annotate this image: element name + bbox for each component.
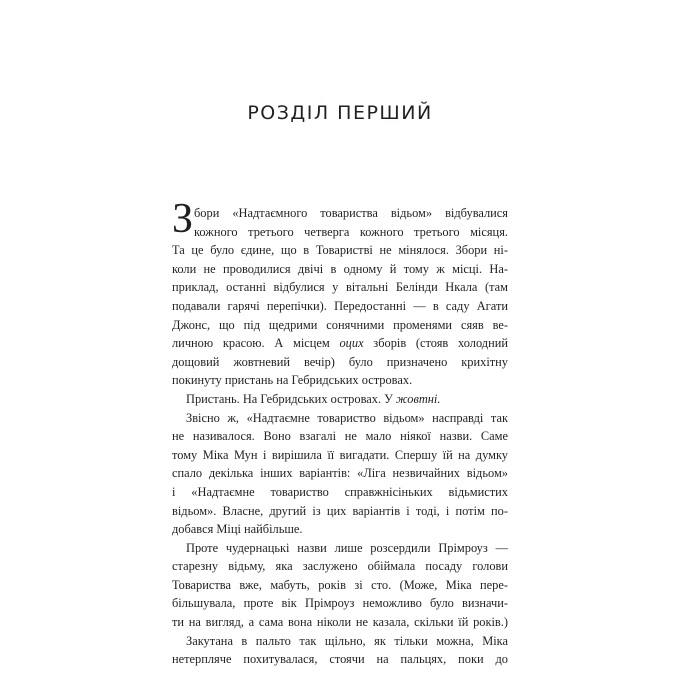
- chapter-title: РОЗДІЛ ПЕРШИЙ: [247, 102, 433, 124]
- text-line: дощовий жовтневий вечір) було призначено крихітну: [172, 354, 508, 369]
- text-line: старезну відьму, яка заслужено обіймала посаду голови: [172, 559, 508, 574]
- text-line: кожного третього четверга кожного третього місяця.: [194, 224, 508, 239]
- text-line: Звісно ж, «Надтаємне товариство відьом» насправді так: [186, 410, 508, 425]
- emphasis-text: оцих: [339, 336, 364, 351]
- text-line: [172, 390, 508, 409]
- text-line: Джонс, що під щедрими сонячними променями сяяв ве-: [172, 317, 508, 332]
- text-line: покинуту пристань на Гебридських островах.: [172, 373, 413, 388]
- text-line: бори «Надтаємного товариства відьом» відбувалися: [194, 206, 508, 220]
- body-text: [172, 196, 508, 669]
- emphasis-text: жовтні.: [396, 391, 441, 406]
- text-line: Закутана в пальто так щільно, як тільки можна, Міка: [186, 633, 508, 648]
- text-line: добався Міці найбільше.: [172, 522, 303, 537]
- text-line: [172, 334, 508, 353]
- text-line: відьом». Власне, другий із цих варіантів і тоді, і потім по-: [172, 503, 508, 518]
- text-span: зборів (стояв холодний: [363, 336, 508, 351]
- text-line: більшувала, проте вік Прімроуз неможливо було визначи-: [172, 596, 508, 611]
- text-line: приклад, останні відбулися у вітальні Белінди Нкала (там: [172, 280, 508, 295]
- text-line: спало декілька інших варіантів: «Ліга незвичайних відьом»: [172, 466, 508, 481]
- text-line: Та це було єдине, що в Товаристві не мінялося. Збори ні-: [172, 243, 508, 258]
- text-line: Товариства вже, мабуть, років зі сто. (Може, Міка пере-: [172, 577, 508, 592]
- text-line: Проте чудернацькі назви лише розсердили Прімроуз —: [186, 540, 508, 555]
- text-line: тому Міка Мун і вирішила її вигадати. Спершу їй на думку: [172, 447, 508, 462]
- text-line: і «Надтаємне товариство справжнісіньких відьмистих: [172, 484, 508, 499]
- text-span: Пристань. На Гебридських островах. У: [186, 391, 397, 406]
- drop-cap: З: [172, 196, 194, 242]
- text-line: подавали гарячі перепічки). Передостанні — в саду Агати: [172, 298, 508, 313]
- text-line: ти на вигляд, а сама вона ніколи не казала, скільки їй років.): [172, 615, 508, 630]
- text-line: коли не проводилися двічі в одному й тому ж місці. На-: [172, 261, 508, 276]
- text-span: личною красою. А місцем: [172, 336, 340, 351]
- text-line: не називалося. Воно взагалі не мало ніякої назви. Саме: [172, 429, 508, 444]
- text-line: нетерпляче похитувалася, стоячи на пальцях, поки до: [172, 652, 508, 667]
